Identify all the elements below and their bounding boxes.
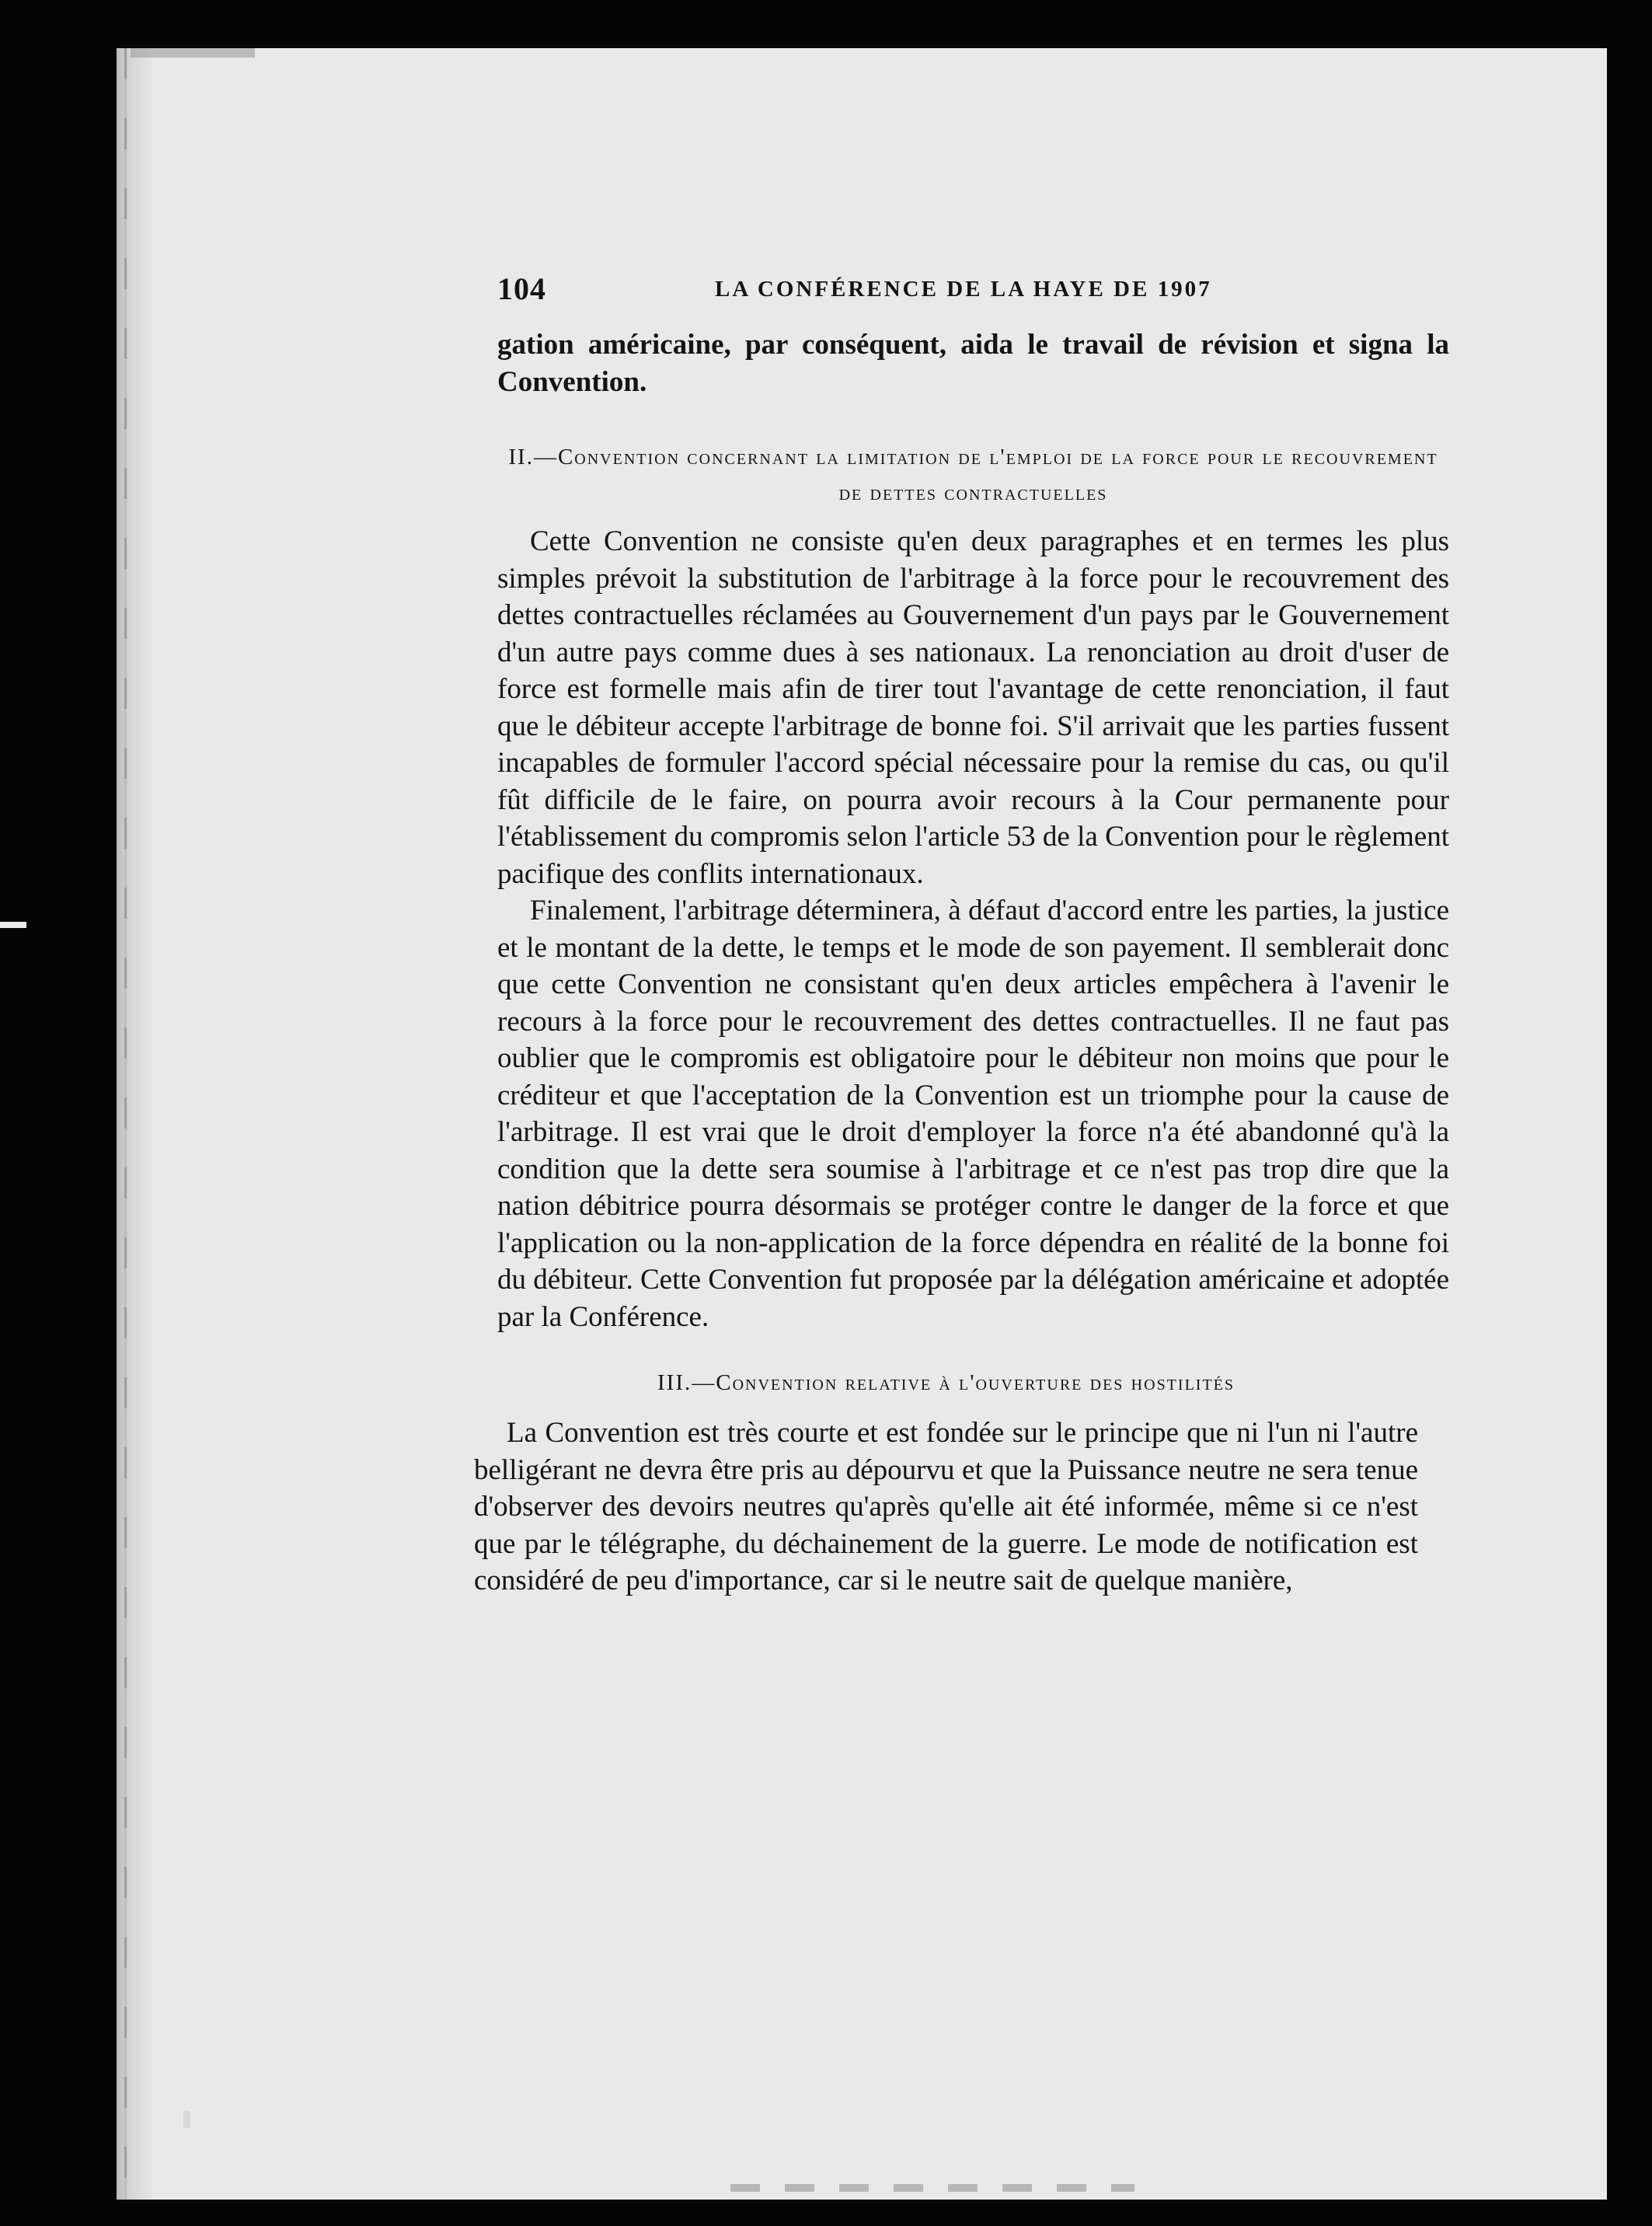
- section-iii-heading: III.—Convention relative à l'ouverture des hostilités: [657, 1370, 1235, 1395]
- page-binding-edge: [117, 48, 152, 2200]
- text-column: [381, 264, 1449, 1600]
- section-ii-paragraph-2: Finalement, l'arbitrage déterminera, à défaut d'accord entre les parties, la justice et le montant de la dette, le temps et le mode de son payement. Il semblerait donc que cette Convention ne consistant qu'en deux articles empêchera à l'avenir le recours à la force pour le recouvrement des dettes contractuelles. Il ne faut pas oublier que le compromis est obligatoire pour le débiteur non moins que pour le créditeur et que l'acceptation de la Convention est un triomphe pour la cause de l'arbitrage. Il est vrai que le droit d'employer la force n'a été abandonné qu'à la condition que la dette sera soumise à l'arbitrage et ce n'est pas trop dire que la nation débitrice pourra désormais se protéger contre le danger de la force et que l'application ou la non-application de la force dépendra en réalité de la bonne foi du débiteur. Cette Convention fut proposée par la délégation américaine et adoptée par la Conférence.: [497, 895, 1449, 1333]
- section-ii-paragraph-1: Cette Convention ne consiste qu'en deux paragraphes et en termes les plus simples prévoit la substitution de l'arbitrage à la force pour le recouvrement des dettes contractuelles réclamées au Gouvernement d'un pays par le Gouvernement d'un autre pays comme dues à ses nationaux. La renonciation au droit d'user de force est formelle mais afin de tirer tout l'avantage de cette renonciation, il faut que le débiteur accepte l'arbitrage de bonne foi. S'il arrivait que les parties fussent incapables de formuler l'accord spécial nécessaire pour la remise du cas, ou qu'il fût difficile de le faire, on pourra avoir recours à la Cour permanente pour l'établissement du compromis selon l'article 53 de la Convention pour le règlement pacifique des conflits internationaux.: [497, 525, 1449, 890]
- section-iii: [474, 1365, 1418, 1600]
- section-iii-paragraph-1: La Convention est très courte et est fondée sur le principe que ni l'un ni l'autre belligérant ne devra être pris au dépourvu et que la Puissance neutre ne sera tenue d'observer des devoirs neutres qu'après qu'elle ait été informée, même si ce n'est que par le télégraphe, du déchainement de la guerre. Le mode de notification est considéré de peu d'importance, car si le neutre sait de quelque manière,: [474, 1417, 1418, 1596]
- scan-speck: [183, 2111, 190, 2128]
- scan-smudge-bottom: [730, 2184, 1134, 2192]
- running-header: [381, 264, 1449, 319]
- running-title: LA CONFÉRENCE DE LA HAYE DE 1907: [715, 277, 1212, 302]
- scan-mark-left: [0, 922, 26, 928]
- continued-paragraph: gation américaine, par conséquent, aida le travail de révision et signa la Convention.: [497, 329, 1449, 398]
- scan-smudge-top: [131, 48, 255, 58]
- section-ii-heading: II.—Convention concernant la limitation de l'emploi de la force pour le recouvrement de dettes contractuelles: [508, 445, 1438, 505]
- page-number: 104: [497, 271, 546, 306]
- section-ii: [497, 439, 1449, 1335]
